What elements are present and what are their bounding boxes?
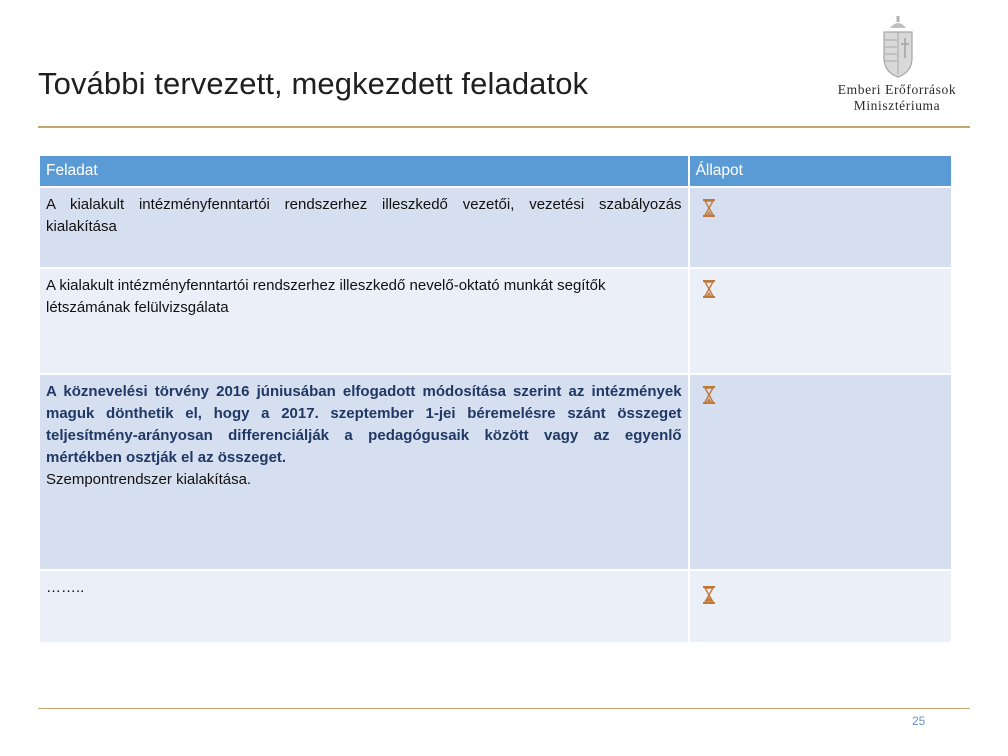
logo-line-1: Emberi Erőforrások: [837, 82, 957, 97]
hourglass-icon: [702, 385, 716, 405]
table-header-row: [40, 156, 951, 188]
task-text-extra: Szempontrendszer kialakítása.: [46, 471, 252, 488]
hourglass-icon: [702, 585, 716, 605]
task-cell: A kialakult intézményfenntartói rendszerhez illeszkedő nevelő-oktató munkát segítők létszámának felülvizsgálata: [40, 269, 688, 375]
page-number: 25: [912, 714, 926, 728]
footer-divider: [38, 708, 970, 709]
task-cell: [40, 375, 688, 571]
table-row: [40, 571, 951, 644]
header-state: Állapot: [688, 156, 951, 188]
state-cell: [688, 375, 951, 571]
task-cell: A kialakult intézményfenntartói rendszerhez illeszkedő vezetői, vezetési szabályozás kialakítása: [40, 188, 688, 269]
state-cell: [688, 269, 951, 375]
hourglass-icon: [702, 279, 716, 299]
table-row: [40, 188, 951, 269]
coat-of-arms-icon: [876, 16, 920, 78]
state-cell: [688, 571, 951, 644]
title-divider: [38, 126, 970, 128]
task-table: [40, 156, 951, 644]
task-text-bold: A köznevelési törvény 2016 júniusában elfogadott módosítása szerint az intézmények maguk dönthetik el, hogy a 2017. szeptember 1-jei béremelésre szánt összeget teljesítmény-arányosan differenciálják a pedagógusaik között vagy az egyenlő mértékben osztják el az összeget.: [46, 383, 682, 466]
hourglass-icon: [702, 198, 716, 218]
logo-line-2: Minisztériuma: [853, 98, 941, 113]
table-row: [40, 375, 951, 571]
task-cell: ……..: [40, 571, 688, 644]
ministry-logo: [826, 16, 968, 116]
table-row: [40, 269, 951, 375]
slide-title: További tervezett, megkezdett feladatok: [38, 66, 589, 101]
header-task: Feladat: [40, 156, 688, 188]
state-cell: [688, 188, 951, 269]
